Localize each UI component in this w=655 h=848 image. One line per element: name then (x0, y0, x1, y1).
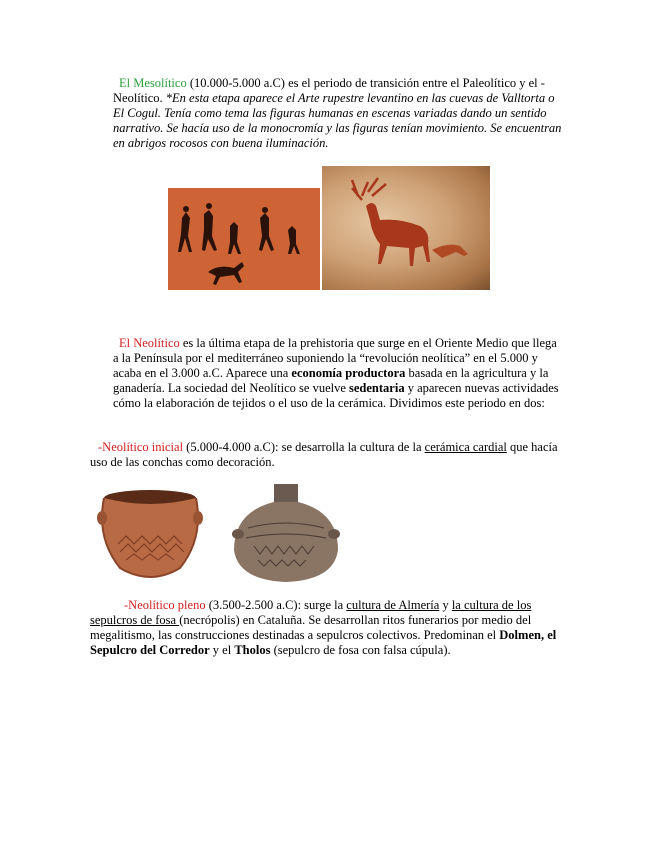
cardial-pottery-bowl-image (90, 484, 210, 584)
cave-painting-figures-image (168, 188, 320, 290)
cave-painting-deer-image (322, 166, 490, 290)
text: es la última etapa de la prehistoria que surge en el Oriente Medio que llega a la Península por el mediterráneo suponiendo la “revolución neolítica” en el 5.000 y acaba en el 3.000 a.C. Aparece una (113, 336, 557, 380)
bold-text: sedentaria (349, 381, 405, 395)
text: que hacía uso de las conchas como decoración. (90, 440, 558, 469)
paragraph-neolithic (113, 336, 565, 411)
italic-text: *En esta etapa aparece el Arte rupestre levantino en las cuevas de Valltorta o El Cogul. Tenía como tema las figuras humanas en escenas variadas dando un sentido narrativo. Se hacía uso de la monocromía y las figuras tenían movimiento. Se encuentran en abrigos rocosos con buena iluminación. (113, 91, 562, 150)
term-early-neolithic: -Neolítico inicial (98, 440, 184, 454)
text: (necrópolis) en Cataluña. Se desarrollan ritos funerarios por medio del megalitismo, las construcciones destinadas a sepulcros colectivos. Predominan el (90, 613, 532, 642)
text: y (439, 598, 452, 612)
text: (3.500-2.500 a.C): surge la (205, 598, 347, 612)
term-neolithic: El Neolítico (119, 336, 180, 350)
text: y aparecen nuevas actividades cómo la elaboración de tejidos o el uso de la cerámica. Dividimos este periodo en dos: (113, 381, 559, 410)
paragraph-mesolithic (113, 76, 565, 151)
cardial-pottery-jar-image (224, 480, 348, 584)
text: (10.000-5.000 a.C) es el periodo de transición entre el Paleolítico y el -Neolítico. (113, 76, 545, 105)
text: basada en la agricultura y la ganadería. La sociedad del Neolítico se vuelve (113, 366, 549, 395)
text: (5.000-4.000 a.C): se desarrolla la cultura de la (183, 440, 425, 454)
bold-text: Dolmen, el Sepulcro del Corredor (90, 628, 557, 657)
bold-text: economía productora (291, 366, 406, 380)
text: y el (209, 643, 235, 657)
term-mesolithic: El Mesolítico (119, 76, 187, 90)
bold-text: Tholos (234, 643, 271, 657)
link-almeria-culture[interactable]: cultura de Almería (346, 598, 440, 612)
term-full-neolithic: -Neolítico pleno (124, 598, 206, 612)
paragraph-full-neolithic (90, 598, 560, 658)
text: (sepulcro de fosa con falsa cúpula). (270, 643, 451, 657)
link-cardial-pottery[interactable]: cerámica cardial (424, 440, 507, 454)
link-pit-tombs-culture[interactable]: la cultura de los sepulcros de fosa (90, 598, 532, 627)
paragraph-early-neolithic (90, 440, 560, 470)
